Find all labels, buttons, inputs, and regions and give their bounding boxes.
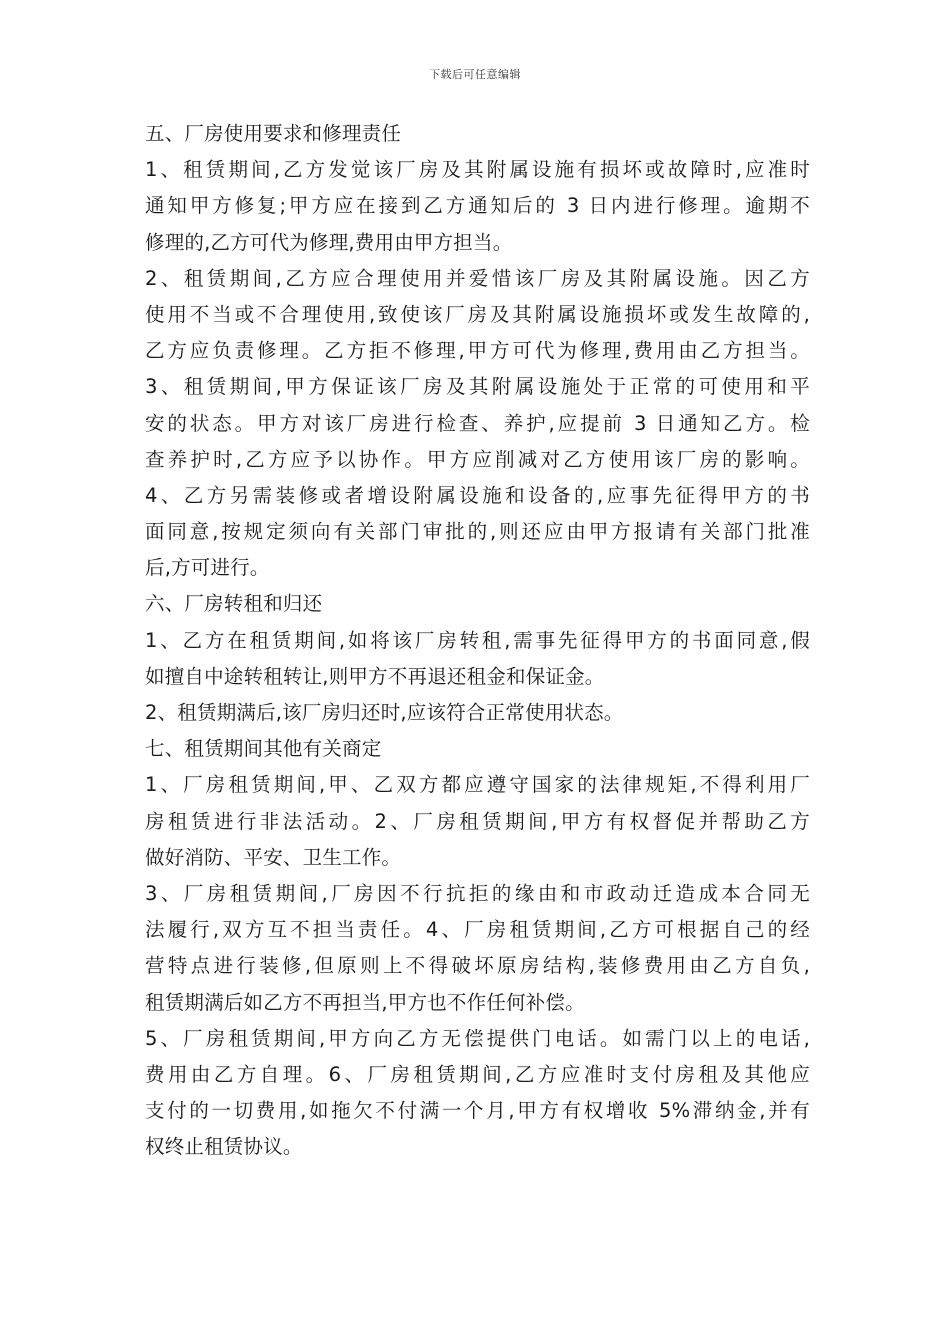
document-line: 做好消防、平安、卫生工作。 (145, 845, 402, 869)
document-line: 2、租赁期满后,该厂房归还时,应该符合正常使用状态。 (145, 701, 624, 724)
document-line: 营特点进行装修,但原则上不得破坏原房结构,装修费用由乙方自负, (145, 954, 810, 978)
document-body (145, 116, 810, 1165)
document-line: 5、厂房租赁期间,甲方向乙方无偿提供门电话。如需门以上的电话, (145, 1026, 810, 1050)
document-line: 如擅自中途转租转让,则甲方不再退还租金和保证金。 (145, 664, 605, 688)
document-line: 乙方应负责修理。乙方拒不修理,甲方可代为修理,费用由乙方担当。 (145, 339, 810, 363)
document-line: 后,方可进行。 (145, 556, 270, 580)
document-line: 六、厂房转租和归还 (145, 592, 323, 616)
document-line: 1、厂房租赁期间,甲、乙双方都应遵守国家的法律规矩,不得利用厂 (145, 773, 810, 797)
page-header-note: 下载后可任意编辑 (429, 68, 521, 81)
document-line: 权终止租赁协议。 (145, 1135, 303, 1159)
document-line: 使用不当或不合理使用,致使该厂房及其附属设施损坏或发生故障的, (145, 302, 810, 326)
document-line: 通知甲方修复;甲方应在接到乙方通知后的 3 日内进行修理。逾期不 (145, 194, 810, 218)
document-line: 五、厂房使用要求和修理责任 (145, 122, 402, 145)
document-line: 4、乙方另需装修或者增设附属设施和设备的,应事先征得甲方的书 (145, 483, 810, 507)
document-line: 1、乙方在租赁期间,如将该厂房转租,需事先征得甲方的书面同意,假 (145, 628, 810, 652)
document-line: 面同意,按规定须向有关部门审批的,则还应由甲方报请有关部门批准 (145, 520, 810, 544)
document-line: 查养护时,乙方应予以协作。甲方应削减对乙方使用该厂房的影响。 (145, 447, 810, 471)
document-line: 安的状态。甲方对该厂房进行检查、养护,应提前 3 日通知乙方。检 (145, 411, 810, 435)
document-line: 2、租赁期间,乙方应合理使用并爱惜该厂房及其附属设施。因乙方 (145, 266, 810, 290)
document-line: 支付的一切费用,如拖欠不付满一个月,甲方有权增收 5%滞纳金,并有 (145, 1099, 810, 1123)
document-line: 3、厂房租赁期间,厂房因不行抗拒的缘由和市政动迁造成本合同无 (145, 881, 810, 905)
document-line: 3、租赁期间,甲方保证该厂房及其附属设施处于正常的可使用和平 (145, 375, 810, 399)
document-line: 租赁期满后如乙方不再担当,甲方也不作任何补偿。 (145, 990, 585, 1014)
document-line: 费用由乙方自理。6、厂房租赁期间,乙方应准时支付房租及其他应 (145, 1062, 810, 1086)
document-line: 修理的,乙方可代为修理,费用由甲方担当。 (145, 230, 513, 254)
document-line: 法履行,双方互不担当责任。4、厂房租赁期间,乙方可根据自己的经 (145, 918, 810, 942)
document-line: 房租赁进行非法活动。2、厂房租赁期间,甲方有权督促并帮助乙方 (145, 809, 810, 833)
document-line: 七、租赁期间其他有关商定 (145, 737, 382, 761)
document-line: 1、租赁期间,乙方发觉该厂房及其附属设施有损坏或故障时,应准时 (145, 158, 810, 182)
